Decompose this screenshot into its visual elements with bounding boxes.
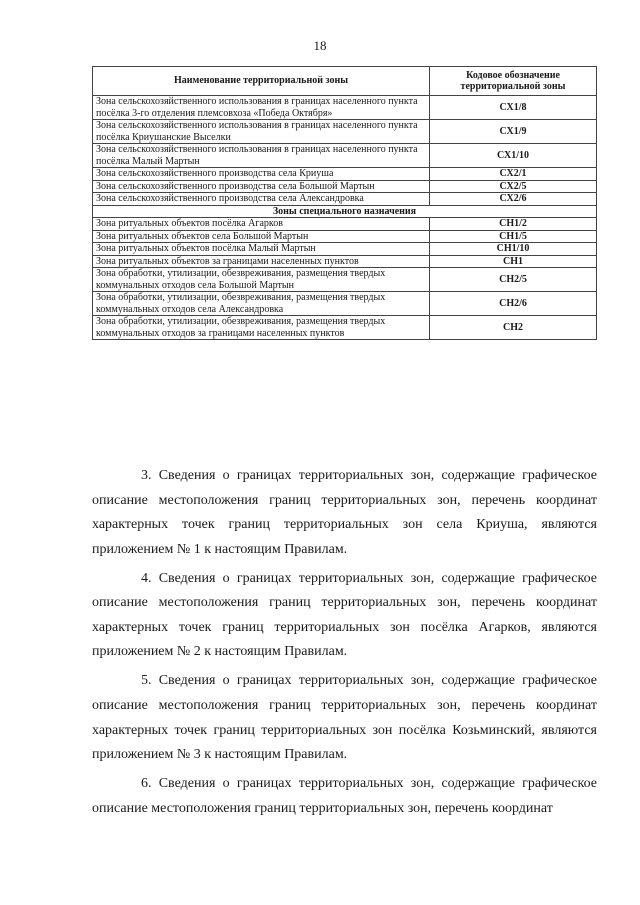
body-text <box>92 464 597 826</box>
paragraph: 6. Сведения о границах территориальных зон, содержащие графическое описание местоположения границ территориальных зон, перечень координат <box>92 776 597 816</box>
table-row <box>93 218 597 231</box>
table-row <box>93 292 597 316</box>
zone-name-cell: Зона обработки, утилизации, обезвреживания, размещения твердых коммунальных отходов села Большой Мартын <box>93 268 430 292</box>
table-row <box>93 120 597 144</box>
zone-name-cell: Зона сельскохозяйственного использования в границах населенного пункта посёлка Малый Мартын <box>93 144 430 168</box>
zone-name-cell: Зона обработки, утилизации, обезвреживания, размещения твердых коммунальных отходов села Александровка <box>93 292 430 316</box>
paragraph: 4. Сведения о границах территориальных зон, содержащие графическое описание местоположения границ территориальных зон, перечень координат характерных точек границ территориальных зон посёлка Агарков, являются приложением № 2 к настоящим Правилам. <box>92 570 597 660</box>
zone-code-cell: СН1/2 <box>430 218 597 231</box>
table-row <box>93 168 597 181</box>
zone-name-cell: Зона ритуальных объектов посёлка Малый Мартын <box>93 243 430 256</box>
table-row <box>93 193 597 206</box>
table-header-row <box>93 67 597 96</box>
zone-code-cell: СХ2/5 <box>430 180 597 193</box>
zone-code-cell: СН2/5 <box>430 268 597 292</box>
table-section-row <box>93 205 597 218</box>
zone-code-cell: СН1/5 <box>430 230 597 243</box>
zone-name-cell: Зона сельскохозяйственного производства села Александровка <box>93 193 430 206</box>
table-row <box>93 144 597 168</box>
zone-code-cell: СХ2/6 <box>430 193 597 206</box>
zone-code-cell: СХ2/1 <box>430 168 597 181</box>
zone-name-cell: Зона ритуальных объектов за границами населенных пунктов <box>93 255 430 268</box>
header-zone-code: Кодовое обозначение территориальной зоны <box>430 67 597 96</box>
zone-name-cell: Зона обработки, утилизации, обезвреживания, размещения твердых коммунальных отходов за границами населенных пунктов <box>93 316 430 340</box>
table-row <box>93 243 597 256</box>
territorial-zones-table <box>92 66 597 340</box>
zone-code-cell: СХ1/9 <box>430 120 597 144</box>
zone-name-cell: Зона сельскохозяйственного использования в границах населенного пункта посёлка 3-го отделения племсовхоза «Победа Октября» <box>93 96 430 120</box>
zone-name-cell: Зона ритуальных объектов села Большой Мартын <box>93 230 430 243</box>
zone-code-cell: СХ1/10 <box>430 144 597 168</box>
zone-name-cell: Зона ритуальных объектов посёлка Агарков <box>93 218 430 231</box>
table-row <box>93 268 597 292</box>
table-row <box>93 180 597 193</box>
section-title: Зоны специального назначения <box>93 205 597 218</box>
zone-code-cell: СХ1/8 <box>430 96 597 120</box>
paragraph: 5. Сведения о границах территориальных зон, содержащие графическое описание местоположения границ территориальных зон, перечень координат характерных точек границ территориальных зон посёлка Козьминский, являются приложением № 3 к настоящим Правилам. <box>92 673 597 763</box>
zone-code-cell: СН2/6 <box>430 292 597 316</box>
zone-code-cell: СН2 <box>430 316 597 340</box>
paragraph: 3. Сведения о границах территориальных зон, содержащие графическое описание местоположения границ территориальных зон, перечень координат характерных точек границ территориальных зон села Криуша, являются приложением № 1 к настоящим Правилам. <box>92 468 597 557</box>
zone-name-cell: Зона сельскохозяйственного использования в границах населенного пункта посёлка Криушанские Выселки <box>93 120 430 144</box>
table-row <box>93 316 597 340</box>
table-row <box>93 255 597 268</box>
zone-code-cell: СН1 <box>430 255 597 268</box>
zone-name-cell: Зона сельскохозяйственного производства села Большой Мартын <box>93 180 430 193</box>
header-zone-name: Наименование территориальной зоны <box>93 67 430 96</box>
page-number: 18 <box>313 38 327 53</box>
zone-name-cell: Зона сельскохозяйственного производства села Криуша <box>93 168 430 181</box>
zone-code-cell: СН1/10 <box>430 243 597 256</box>
table-row <box>93 96 597 120</box>
table-row <box>93 230 597 243</box>
